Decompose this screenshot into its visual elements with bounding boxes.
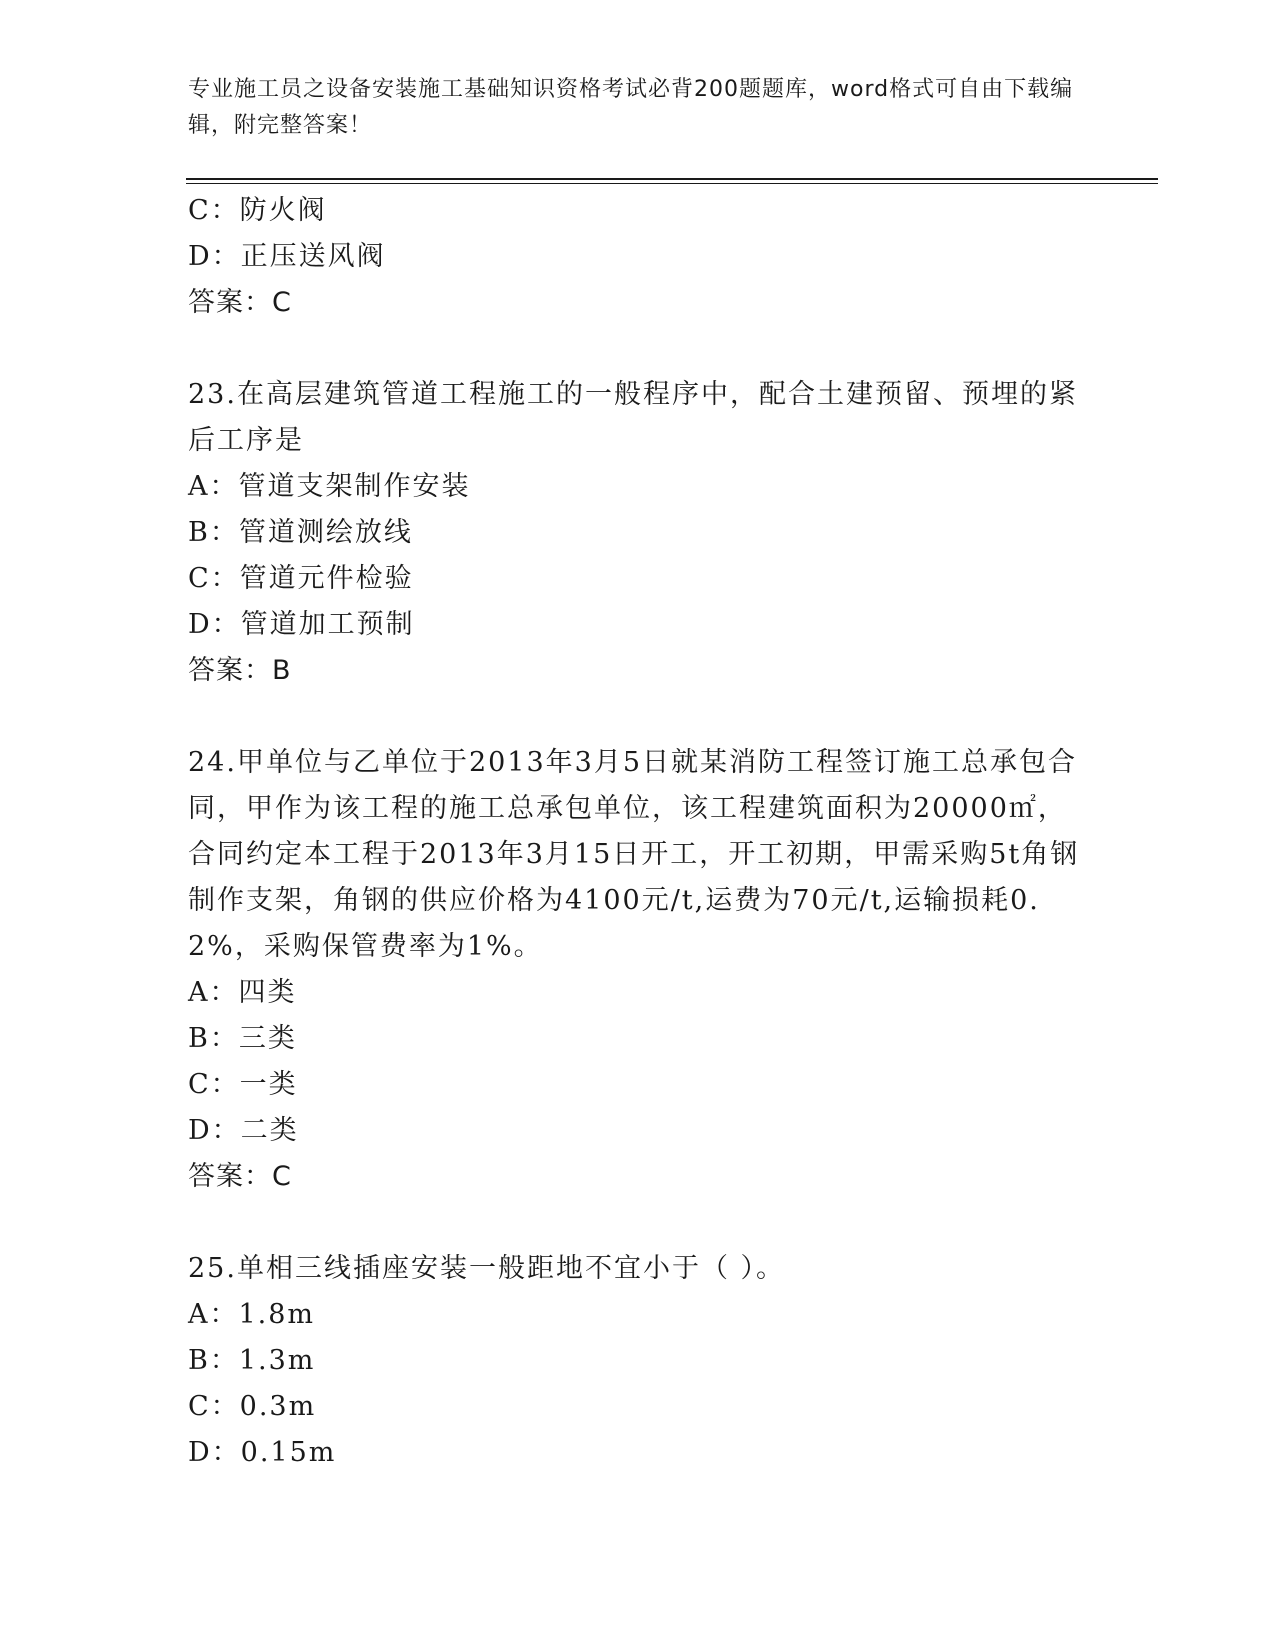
option-c: C：0.3m [188,1391,317,1422]
question-25-stem: 25.单相三线插座安装一般距地不宜小于（ ）。 [188,1253,786,1284]
option-a: A：管道支架制作安装 [188,471,471,502]
option-b: B：三类 [188,1023,297,1054]
question-content [188,188,1088,1476]
option-a: A：1.8m [188,1299,316,1330]
option-c: C：一类 [188,1069,298,1100]
question-23-stem: 23.在高层建筑管道工程施工的一般程序中，配合土建预留、预埋的紧后工序是 [188,379,1078,456]
document-header [188,72,1078,144]
spacer [188,1200,1088,1246]
answer-line: 答案：B [188,655,292,686]
spacer [188,694,1088,740]
option-b: B：1.3m [188,1345,316,1376]
header-title: 专业施工员之设备安装施工基础知识资格考试必背200题题库，word格式可自由下载编辑，附完整答案！ [188,77,1074,138]
answer-line: 答案：C [188,287,292,318]
header-rule-thin [186,183,1158,184]
option-d: D：0.15m [188,1437,337,1468]
option-c: C：管道元件检验 [188,563,414,594]
answer-line: 答案：C [188,1161,292,1192]
option-d: D：正压送风阀 [188,241,386,272]
question-24-stem: 24.甲单位与乙单位于2013年3月5日就某消防工程签订施工总承包合同，甲作为该工程的施工总承包单位，该工程建筑面积为20000㎡，合同约定本工程于2013年3月15日开工，开工初期，甲需采购5t角钢制作支架，角钢的供应价格为4100元/t,运费为70元/t,运输损耗0.2%，采购保管费率为1%。 [188,747,1080,962]
header-rule-thick [186,178,1158,180]
option-d: D：管道加工预制 [188,609,415,640]
option-c: C：防火阀 [188,195,327,226]
option-b: B：管道测绘放线 [188,517,413,548]
spacer [188,326,1088,372]
option-d: D：二类 [188,1115,299,1146]
option-a: A：四类 [188,977,297,1008]
